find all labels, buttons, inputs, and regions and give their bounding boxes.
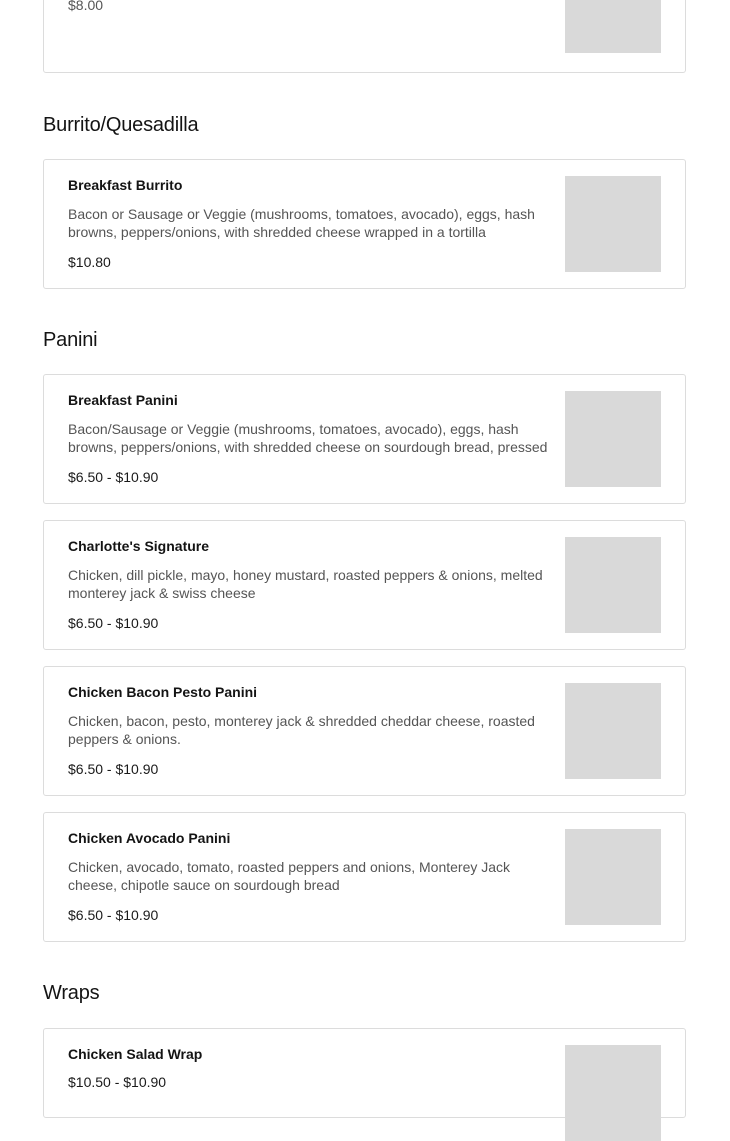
item-description: Bacon or Sausage or Veggie (mushrooms, tomatoes, avocado), eggs, hash browns, peppers/onions, with shredded cheese wrapped in a tortilla	[68, 206, 535, 240]
item-name: Breakfast Panini	[68, 392, 178, 408]
item-name: Chicken Salad Wrap	[68, 1046, 203, 1062]
item-price: $6.50 - $10.90	[68, 469, 159, 485]
item-name: Breakfast Burrito	[68, 177, 183, 193]
menu-item-card[interactable]	[43, 812, 686, 942]
menu-item-card[interactable]	[43, 159, 686, 289]
section-title-wraps: Wraps	[43, 982, 100, 1004]
menu-item-card[interactable]	[43, 374, 686, 504]
item-image-placeholder	[565, 391, 661, 487]
item-price: $6.50 - $10.90	[68, 907, 159, 923]
item-description: Bacon/Sausage or Veggie (mushrooms, tomatoes, avocado), eggs, hash browns, peppers/onions, with shredded cheese on sourdough bread, pressed	[68, 421, 548, 455]
item-description: Chicken, dill pickle, mayo, honey mustard, roasted peppers & onions, melted monterey jack & swiss cheese	[68, 567, 543, 601]
item-name: Chicken Avocado Panini	[68, 830, 231, 846]
item-image-placeholder	[565, 829, 661, 925]
item-description: Chicken, bacon, pesto, monterey jack & shredded cheddar cheese, roasted peppers & onions.	[68, 713, 535, 747]
item-name: Charlotte's Signature	[68, 538, 210, 554]
item-image-placeholder	[565, 0, 661, 53]
item-price: $8.00	[68, 0, 104, 13]
item-price: $6.50 - $10.90	[68, 761, 159, 777]
menu-item-card[interactable]	[43, 0, 686, 73]
item-price: $10.50 - $10.90	[68, 1074, 167, 1090]
item-image-placeholder	[565, 1045, 661, 1141]
item-price: $6.50 - $10.90	[68, 615, 159, 631]
section-title-burrito-quesadilla: Burrito/Quesadilla	[43, 114, 199, 136]
section-title-panini: Panini	[43, 329, 98, 351]
item-description: Chicken, avocado, tomato, roasted peppers and onions, Monterey Jack cheese, chipotle sauce on sourdough bread	[68, 859, 511, 893]
item-image-placeholder	[565, 176, 661, 272]
item-price: $10.80	[68, 254, 111, 270]
menu-item-card[interactable]	[43, 520, 686, 650]
menu-item-card[interactable]	[43, 666, 686, 796]
item-image-placeholder	[565, 683, 661, 779]
item-name: Chicken Bacon Pesto Panini	[68, 684, 258, 700]
item-image-placeholder	[565, 537, 661, 633]
menu-item-card[interactable]	[43, 1028, 686, 1118]
